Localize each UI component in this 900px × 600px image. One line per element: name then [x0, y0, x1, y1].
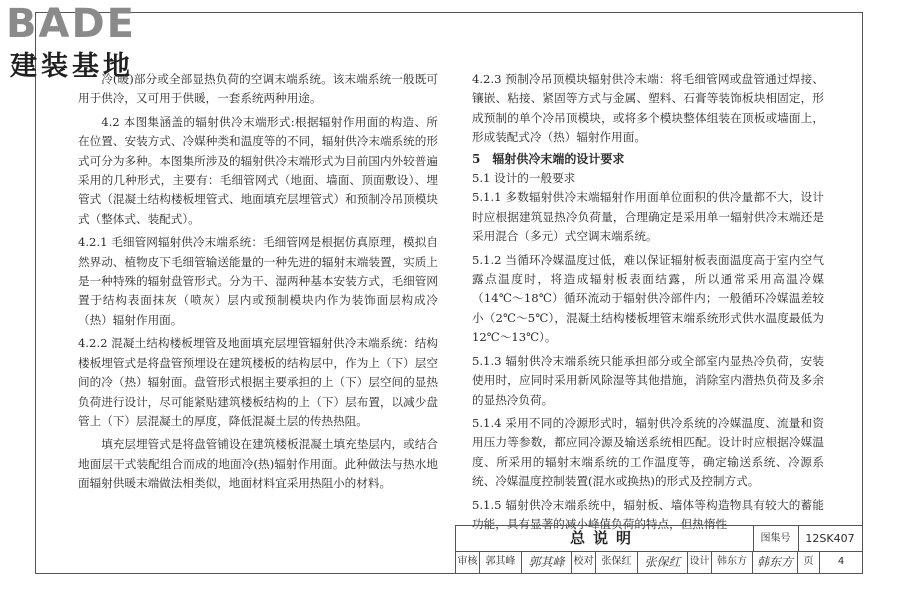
- drawing-title: 总说明: [456, 526, 754, 551]
- review-signature: 郭其峰: [522, 551, 572, 573]
- atlas-number-value: 12SK407: [805, 532, 855, 545]
- page-number: 4: [837, 556, 845, 567]
- left-column: [78, 70, 438, 494]
- page-label: 页: [798, 551, 820, 573]
- review-label: 审核: [456, 551, 480, 573]
- design-signature: 韩东方: [753, 551, 798, 573]
- design-name: 韩东方: [712, 551, 753, 573]
- logo-sub-text: 建装基地: [10, 51, 134, 82]
- right-paragraph-5-1-2: 5.1.2 当循环冷媒温度过低，难以保证辐射板表面温度高于室内空气露点温度时，将造成辐射板表面结露，所以通常采用高温冷媒（14℃～18℃）循环流动于辐射供冷部件内；一般循环冷媒温差较小（2℃～5℃），混凝土结构楼板埋管末端系统形式供水温度最低为12℃～13℃）。: [472, 252, 824, 345]
- right-paragraph-5-1-4: 5.1.4 采用不同的冷源形式时，辐射供冷系统的冷媒温度、流量和资用压力等参数，都应同冷源及输送系统相匹配。设计时应根据冷媒温度、所采用的辐射末端系统的工作温度等，确定输送系统、冷源系统、冷媒温度控制装置(混水或换热)的形式及控制方式。: [472, 415, 824, 489]
- check-name: 张保红: [596, 551, 638, 573]
- title-block-row-2: [456, 551, 862, 573]
- right-paragraph-5-1-3: 5.1.3 辐射供冷末端系统只能承担部分或全部室内显热冷负荷，安装使用时，应同时采用新风除湿等其他措施，消除室内潜热负荷及多余的显热冷负荷。: [472, 353, 824, 407]
- review-name: 郭其峰: [480, 551, 522, 573]
- check-label: 校对: [572, 551, 596, 573]
- right-paragraph-5-1-1: 5.1.1 多数辐射供冷末端辐射作用面单位面积的供冷量都不大，设计时应根据建筑显热冷负荷量，合理确定是采用单一辐射供冷末端还是采用混合（多元）式空调末端系统。: [472, 190, 824, 244]
- title-block-row-1: [456, 526, 862, 552]
- logo-main-text: BADE: [6, 1, 136, 47]
- left-paragraph-1: 冷(暖)部分或全部显热负荷的空调末端系统。该末端系统一般既可用于供冷，又可用于供暖，一套系统两种用途。: [78, 72, 438, 106]
- right-paragraph-5-1: 5.1 设计的一般要求: [472, 171, 576, 186]
- atlas-number-label: 图集号: [753, 526, 799, 551]
- right-paragraph-5-1-5: 5.1.5 辐射供冷末端系统中，辐射板、墙体等构造物具有较大的蓄能功能，具有显著的减小峰值负荷的特点，但热惰性: [472, 497, 824, 531]
- left-paragraph-4-2: 4.2 本图集涵盖的辐射供冷末端形式:根据辐射作用面的构造、所在位置、安装方式、冷媒种类和温度等的不同，辐射供冷末端系统的形式可分为多种。本图集所涉及的辐射供冷末端形式为目前国内外较普遍采用的几种形式，主要有：毛细管网式（地面、墙面、顶面敷设）、埋管式（混凝土结构楼板埋管式、地面填充层埋管式）和预制冷吊顶模块式（整体式、装配式）。: [78, 114, 438, 226]
- section-5-heading: 5 辐射供冷末端的设计要求: [472, 151, 625, 166]
- right-paragraph-4-2-3: 4.2.3 预制冷吊顶模块辐射供冷末端：将毛细管网或盘管通过焊接、镶嵌、粘接、紧固等方式与金属、塑料、石膏等装饰板块相固定，形成预制的单个冷吊顶模块，或将多个模块整体组装在顶板或墙面上，形成装配式冷（热）辐射作用面。: [472, 72, 824, 145]
- check-signature: 张保红: [638, 551, 688, 573]
- left-paragraph-fill-layer: 填充层埋管式是将盘管铺设在建筑楼板混凝土填充垫层内，或结合地面层干式装配组合而成的地面冷(热)辐射作用面。此种做法与热水地面辐射供暖末端做法相类似，地面材料宜采用热阻小的材料。: [78, 437, 438, 491]
- left-paragraph-4-2-2: 4.2.2 混凝土结构楼板埋管及地面填充层埋管辐射供冷末端系统：结构楼板埋管式是将盘管预埋设在建筑楼板的结构层中，作为上（下）层空间的冷（热）辐射面。盘管形式根据主要承担的上（下）层空间的显热负荷进行设计，尽可能紧贴建筑楼板结构的上（下）层布置，以减少盘管上（下）层混凝土的厚度，降低混凝土层的传热热阻。: [78, 336, 438, 428]
- title-block: [455, 525, 863, 574]
- design-label: 设计: [688, 551, 712, 573]
- right-column: [472, 70, 824, 534]
- left-paragraph-4-2-1: 4.2.1 毛细管网辐射供冷末端系统：毛细管网是根据仿真原理，模拟自然界动、植物皮下毛细管输送能量的一种先进的辐射末端装置，实质上是一种特殊的辐射盘管形式。分为干、湿两种基本安装方式，毛细管网置于结构表面抹灰（喷灰）层内或预制模块内作为装饰面层构成冷（热）辐射作用面。: [78, 235, 438, 327]
